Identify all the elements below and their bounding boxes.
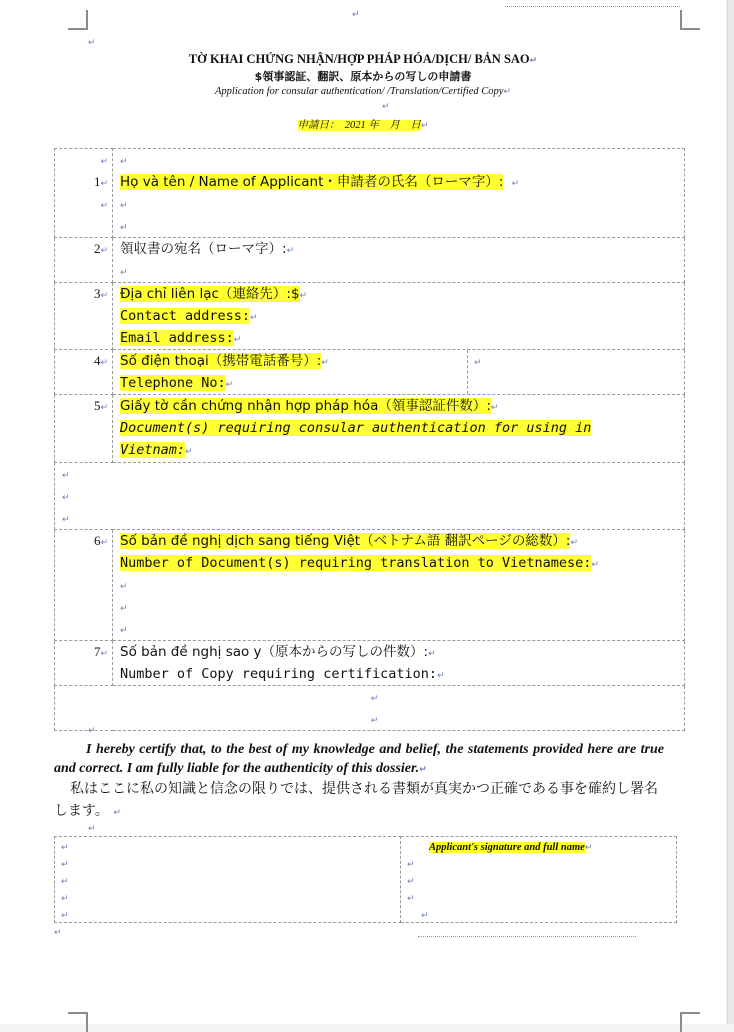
receipt-addressee-field[interactable]: 領収書の宛名（ローマ字）:↵ ↵ [113,238,685,283]
header-dotted-line [505,6,680,7]
table-row [55,350,685,395]
crop-mark-top-right [680,10,700,30]
certification-statement-english: I hereby certify that, to the best of my knowledge and belief, the statements provided here are true and correct. I am fully liable for the authenticity of this dossier.↵ [54,742,664,776]
telephone-extra-field[interactable]: ↵ [474,358,482,368]
table-row [55,686,685,731]
signature-table [54,836,677,923]
table-row [55,283,685,350]
row-number: 6↵ [55,530,113,641]
paragraph-mark: ↵ [88,824,96,834]
copy-count-field[interactable]: Số bản đề nghị sao y（原本からの写しの件数）:↵ Number of Copy requiring certification:↵ [113,641,685,686]
crop-mark-bottom-left [68,1012,88,1032]
crop-mark-top-left [68,10,88,30]
paragraph-mark: ↵ [382,102,390,112]
title-japanese: $領事認証、翻訳、原本からの写しの申請書 [254,70,472,83]
table-row [55,238,685,283]
row-number: 3↵ [55,283,113,350]
row-number: 4↵ [55,350,113,395]
row-number: 2↵ [55,238,113,283]
paragraph-mark: ↵ [54,928,62,938]
vertical-scrollbar[interactable] [727,0,734,1024]
blank-footer-row[interactable]: ↵ ↵ [55,686,685,731]
paragraph-mark: ↵ [88,38,96,48]
application-date: 申請日： 2021 年 月 日↵ [297,120,429,131]
title-english: Application for consular authentication/ /Translation/Certified Copy↵ [214,86,511,97]
telephone-field[interactable]: Số điện thoại（携帯電話番号）:↵ Telephone No:↵ [113,350,468,394]
table-row [55,530,685,641]
contact-address-field[interactable]: Địa chỉ liên lạc（連絡先）:$↵ Contact address:↵ Email address:↵ [113,283,685,350]
table-row [55,641,685,686]
applicant-name-field[interactable]: ↵ Họ và tên / Name of Applicant・申請者の氏名（ローマ字）: ↵ ↵ ↵ [113,149,685,238]
table-row [55,463,685,530]
paragraph-mark: ↵ [88,726,96,736]
paragraph-mark: ↵ [352,10,360,20]
signature-left-cell[interactable]: ↵ ↵ ↵ ↵ ↵ [55,837,401,923]
blank-merged-row[interactable]: ↵ ↵ ↵ [55,463,685,530]
title-vietnamese: TỜ KHAI CHỨNG NHẬN/HỢP PHÁP HÓA/DỊCH/ BẢN SAO↵ [188,52,538,66]
signature-right-cell[interactable]: Applicant's signature and full name↵ ↵ ↵ ↵ ↵ [401,837,677,923]
signature-dotted-line [418,936,636,937]
documents-authentication-field[interactable]: Giấy tờ cần chứng nhận hợp pháp hóa（領事認証件数）:↵ Document(s) requiring consular authentication for using in Vietnam:↵ [113,395,685,463]
row-number: 5↵ [55,395,113,463]
crop-mark-bottom-right [680,1012,700,1032]
table-row [55,395,685,463]
signature-label: Applicant's signature and full name [429,842,585,853]
row-number: 7↵ [55,641,113,686]
telephone-cell [113,350,685,395]
table-row [55,149,685,238]
certification-statement-japanese: 私はここに私の知識と信念の限りでは、提供される書類が真実かつ正確である事を確約し署名します。 ↵ [54,781,658,819]
row-number: ↵ 1↵ ↵ [55,149,113,238]
application-form-table [54,148,685,731]
translation-count-field[interactable]: Số bản đề nghị dịch sang tiếng Việt（ベトナム語 翻訳ページの総数）:↵ Number of Document(s) requiring translation to Vietnamese:↵ ↵ ↵ ↵ [113,530,685,641]
